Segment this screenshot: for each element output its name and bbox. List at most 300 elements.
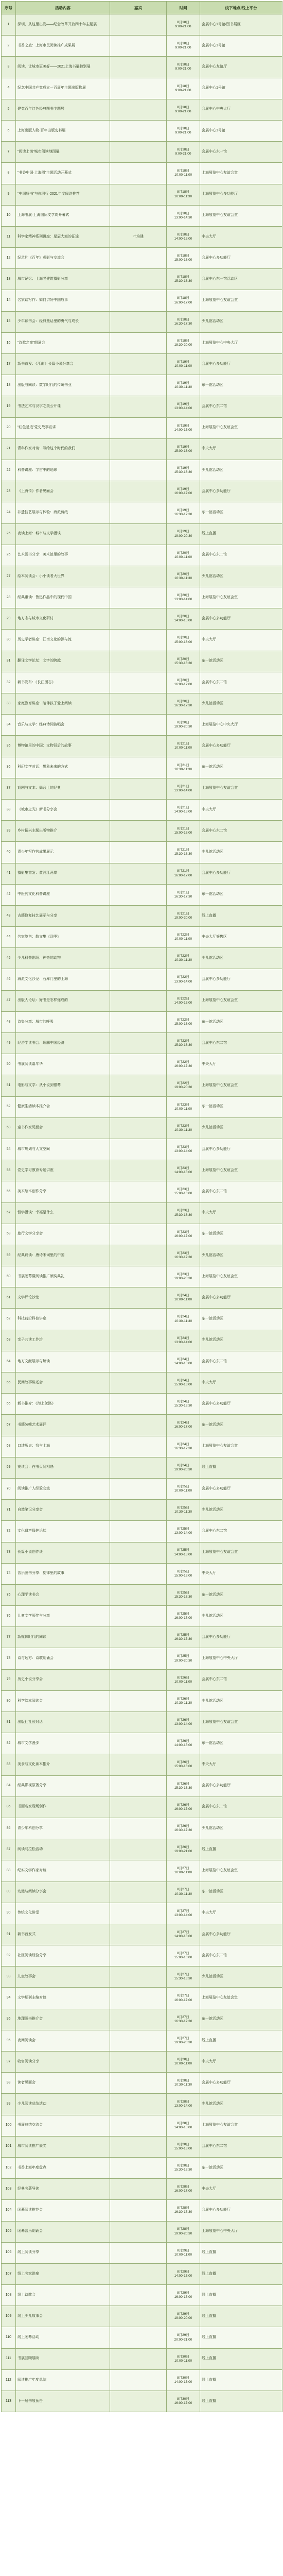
event-name: 哲学漫谈：幸福是什么: [16, 1202, 110, 1224]
event-venue: 上海展览中心友谊会堂: [200, 205, 282, 226]
event-venue: 会展中心友谊厅: [200, 57, 282, 78]
table-row: [2, 2369, 282, 2391]
row-number: 25: [2, 523, 16, 545]
event-name: 历史学者讲座：江南文化的源与流: [16, 630, 110, 651]
event-time: 8月18日 14:00-15:00: [167, 226, 200, 247]
event-time: 8月20日 10:00-11:00: [167, 545, 200, 566]
table-row: [2, 375, 282, 396]
event-guest: [110, 863, 167, 884]
event-name: “阅读上海”城市阅读地图展: [16, 142, 110, 163]
event-name: 科幻文学对话：想象未来的方式: [16, 757, 110, 778]
table-row: [2, 1309, 282, 1330]
row-number: 80: [2, 1690, 16, 1711]
event-venue: 会展中心多功能厅: [200, 1627, 282, 1648]
table-row: [2, 1117, 282, 1139]
event-name: 文学评论沙龙: [16, 1287, 110, 1309]
row-number: 85: [2, 1797, 16, 1818]
event-venue: 会展中心东二馆: [200, 545, 282, 566]
event-time: 8月21日 13:00-14:00: [167, 778, 200, 799]
table-row: [2, 1011, 282, 1032]
event-name: 乡村振兴主题出版物推介: [16, 821, 110, 842]
table-row: [2, 1733, 282, 1754]
event-guest: [110, 1287, 167, 1309]
event-guest: [110, 545, 167, 566]
event-time: 8月26日 16:30-17:30: [167, 1818, 200, 1839]
event-time: 8月24日 13:00-14:00: [167, 1330, 200, 1351]
event-time: 8月19日 13:00-14:00: [167, 396, 200, 417]
event-guest: [110, 2263, 167, 2284]
table-row: [2, 1627, 282, 1648]
event-name: 书展总结交流会: [16, 2115, 110, 2136]
event-name: 《上海传》作者见面会: [16, 481, 110, 502]
event-time: 8月29日 16:00-17:00: [167, 2285, 200, 2306]
event-time: 8月28日 16:30-17:30: [167, 2200, 200, 2221]
event-guest: [110, 205, 167, 226]
event-guest: [110, 14, 167, 36]
event-guest: [110, 2348, 167, 2369]
event-venue: 会展中心东二馆: [200, 1797, 282, 1818]
event-name: 文学期刊主编对谈: [16, 1988, 110, 2009]
table-row: [2, 14, 282, 36]
event-time: 8月27日 13:00-14:00: [167, 1903, 200, 1924]
event-name: 经典影视原著分享: [16, 1775, 110, 1797]
event-guest: [110, 693, 167, 715]
event-name: 青少年写作营成果展示: [16, 842, 110, 863]
row-number: 97: [2, 2052, 16, 2073]
table-row: [2, 2200, 282, 2221]
table-row: [2, 1924, 282, 1945]
row-number: 113: [2, 2391, 16, 2412]
event-name: 夜读会：在书页间相遇: [16, 1457, 110, 1478]
event-guest: [110, 1500, 167, 1521]
row-number: 1: [2, 14, 16, 36]
event-name: 出版与阅读：数字时代的传统书业: [16, 375, 110, 396]
row-number: 36: [2, 757, 16, 778]
event-time: 8月18日 9:00-21:00: [167, 14, 200, 36]
event-venue: 会展中心多功能厅: [200, 608, 282, 630]
table-row: [2, 1669, 282, 1690]
event-time: 8月18日 16:00-17:00: [167, 290, 200, 311]
event-venue: 少儿馆活动区: [200, 693, 282, 715]
row-number: 65: [2, 1372, 16, 1394]
event-time: 8月18日 10:00-11:30: [167, 184, 200, 205]
table-row: [2, 1415, 282, 1436]
table-row: [2, 651, 282, 672]
event-guest: [110, 1563, 167, 1584]
event-venue: 上海展览中心友谊会堂: [200, 1988, 282, 2009]
row-number: 22: [2, 460, 16, 481]
event-guest: [110, 948, 167, 969]
event-venue: 会展中心多功能厅: [200, 481, 282, 502]
event-time: 8月24日 15:30-16:30: [167, 1394, 200, 1415]
table-row: [2, 1860, 282, 1882]
event-time: 8月27日 10:00-11:00: [167, 1860, 200, 1882]
table-row: [2, 2136, 282, 2157]
event-time: 8月30日 14:00-15:00: [167, 2369, 200, 2391]
event-guest: [110, 1797, 167, 1818]
event-venue: 会展中心多功能厅: [200, 736, 282, 757]
event-name: 城市记忆：上海老建筑摄影分享: [16, 269, 110, 290]
row-number: 62: [2, 1309, 16, 1330]
table-row: [2, 1033, 282, 1054]
event-guest: [110, 1606, 167, 1627]
row-number: 46: [2, 969, 16, 990]
event-venue: 中央大厅: [200, 1202, 282, 1224]
row-number: 40: [2, 842, 16, 863]
event-venue: 东一馆活动区: [200, 2157, 282, 2178]
event-guest: [110, 354, 167, 375]
row-number: 43: [2, 905, 16, 926]
table-row: [2, 1394, 282, 1415]
event-time: 8月24日 16:00-17:00: [167, 1415, 200, 1436]
event-time: 8月25日 10:30-11:30: [167, 1500, 200, 1521]
table-row: [2, 2263, 282, 2284]
row-number: 39: [2, 821, 16, 842]
event-name: 上海书展·上海国际文学周开幕式: [16, 205, 110, 226]
event-time: 8月24日 15:00-16:00: [167, 1372, 200, 1394]
table-row: [2, 2052, 282, 2073]
event-guest: [110, 1372, 167, 1394]
table-row: [2, 354, 282, 375]
row-number: 27: [2, 566, 16, 587]
event-name: 建党百年红色经典图书主题展: [16, 99, 110, 120]
table-row: [2, 2348, 282, 2369]
table-row: [2, 2094, 282, 2115]
table-row: [2, 2073, 282, 2094]
event-venue: 会展中心中央大厅: [200, 99, 282, 120]
event-guest: [110, 672, 167, 693]
row-number: 71: [2, 1500, 16, 1521]
row-number: 102: [2, 2157, 16, 2178]
event-venue: 线上直播: [200, 2369, 282, 2391]
event-name: 地理图书推介会: [16, 2009, 110, 2030]
event-venue: 会展中心多功能厅: [200, 863, 282, 884]
event-name: 历史小说分享会: [16, 1669, 110, 1690]
event-guest: [110, 1945, 167, 1967]
row-number: 57: [2, 1202, 16, 1224]
event-time: 8月20日 16:30-17:30: [167, 693, 200, 715]
table-row: [2, 438, 282, 460]
event-name: 线上闭幕活动: [16, 2327, 110, 2348]
row-number: 47: [2, 990, 16, 1011]
event-time: 8月25日 15:30-16:30: [167, 1584, 200, 1605]
row-number: 10: [2, 205, 16, 226]
event-time: 8月23日 19:00-20:30: [167, 1266, 200, 1287]
event-venue: 上海展览中心友谊会堂: [200, 417, 282, 438]
table-row: [2, 2009, 282, 2030]
event-guest: [110, 1309, 167, 1330]
event-time: 8月30日 16:00-17:00: [167, 2391, 200, 2412]
event-name: 古籍修复技艺展示与分享: [16, 905, 110, 926]
event-guest: [110, 2285, 167, 2306]
table-row: [2, 1775, 282, 1797]
table-row: [2, 2327, 282, 2348]
event-name: 博物馆里的中国：文物背后的故事: [16, 736, 110, 757]
event-venue: 会展中心多功能厅: [200, 1478, 282, 1499]
event-time: 8月28日 19:00-20:30: [167, 2221, 200, 2242]
table-row: [2, 927, 282, 948]
row-number: 98: [2, 2073, 16, 2094]
table-row: [2, 2221, 282, 2242]
event-name: 新书推介：《海上丝路》: [16, 1394, 110, 1415]
event-time: 8月22日 19:00-20:30: [167, 1075, 200, 1096]
event-name: 科技前沿科普讲座: [16, 1309, 110, 1330]
row-number: 49: [2, 1033, 16, 1054]
event-guest: [110, 248, 167, 269]
event-name: 社区阅读经验分享: [16, 1945, 110, 1967]
table-row: [2, 821, 282, 842]
row-number: 56: [2, 1181, 16, 1202]
event-name: 电影与文学：从小说到银幕: [16, 1075, 110, 1096]
event-venue: 中央大厅: [200, 1754, 282, 1775]
event-time: 8月26日 10:00-11:00: [167, 1669, 200, 1690]
event-venue: 东一馆活动区: [200, 1309, 282, 1330]
event-venue: 中央大厅: [200, 2179, 282, 2200]
event-name: 音乐图书分享：旋律里的故事: [16, 1563, 110, 1584]
row-number: 88: [2, 1860, 16, 1882]
row-number: 54: [2, 1139, 16, 1160]
table-row: [2, 969, 282, 990]
event-venue: 线上直播: [200, 2263, 282, 2284]
event-venue: 东一馆活动区: [200, 375, 282, 396]
event-guest: [110, 1033, 167, 1054]
row-number: 24: [2, 502, 16, 523]
event-name: 青年作家对谈：写给这个时代的我们: [16, 438, 110, 460]
event-venue: 会展中心东一馆: [200, 142, 282, 163]
event-time: 8月28日 10:30-11:30: [167, 2073, 200, 2094]
event-time: 8月27日 15:30-16:30: [167, 1967, 200, 1988]
event-guest: [110, 2157, 167, 2178]
table-row: [2, 842, 282, 863]
event-time: 8月19日 16:30-17:30: [167, 502, 200, 523]
event-venue: 少儿馆活动区: [200, 311, 282, 332]
table-row: [2, 736, 282, 757]
event-venue: 线上直播: [200, 2306, 282, 2327]
table-row: [2, 2179, 282, 2200]
table-row: [2, 142, 282, 163]
table-row: [2, 1330, 282, 1351]
row-number: 108: [2, 2285, 16, 2306]
event-time: 8月27日 19:00-20:30: [167, 2030, 200, 2051]
event-time: 8月18日 13:00-14:30: [167, 205, 200, 226]
event-time: 8月26日 13:00-14:00: [167, 1712, 200, 1733]
event-time: 8月22日 15:00-16:00: [167, 1011, 200, 1032]
table-row: [2, 884, 282, 905]
event-time: 8月23日 16:00-17:00: [167, 1224, 200, 1245]
event-venue: 上海展览中心多功能厅: [200, 184, 282, 205]
event-name: 纪实文学作家对谈: [16, 1860, 110, 1882]
event-name: 经典名著导读: [16, 2179, 110, 2200]
row-number: 99: [2, 2094, 16, 2115]
event-guest: [110, 1181, 167, 1202]
event-name: 儿童文学颁奖与分享: [16, 1606, 110, 1627]
event-name: 《城市之光》新书分享会: [16, 799, 110, 820]
event-guest: [110, 1882, 167, 1903]
event-guest: [110, 1754, 167, 1775]
event-guest: [110, 1521, 167, 1542]
table-row: [2, 99, 282, 120]
row-number: 59: [2, 1245, 16, 1266]
table-row: [2, 1988, 282, 2009]
row-number: 110: [2, 2327, 16, 2348]
event-venue: 会展中心多功能厅: [200, 969, 282, 990]
table-row: [2, 502, 282, 523]
row-number: 69: [2, 1457, 16, 1478]
event-venue: 线上直播: [200, 2242, 282, 2263]
row-number: 78: [2, 1648, 16, 1669]
event-name: 夜读上海：城市与文学漫谈: [16, 523, 110, 545]
row-number: 58: [2, 1224, 16, 1245]
event-name: 阅读推广年度总结: [16, 2369, 110, 2391]
event-name: 非遗技艺展示与体验：海派剪纸: [16, 502, 110, 523]
event-guest: [110, 1584, 167, 1605]
event-name: 书展阅读嘉年华: [16, 1054, 110, 1075]
event-time: 8月22日 10:30-11:30: [167, 948, 200, 969]
event-guest: [110, 2009, 167, 2030]
event-name: 城市规划与人文空间: [16, 1139, 110, 1160]
event-guest: [110, 1266, 167, 1287]
table-row: [2, 1712, 282, 1733]
event-guest: [110, 2391, 167, 2412]
event-guest: [110, 1394, 167, 1415]
event-venue: 会展中心多功能厅: [200, 2073, 282, 2094]
event-guest: [110, 460, 167, 481]
event-time: 8月27日 14:00-15:00: [167, 1924, 200, 1945]
event-time: 8月27日 10:30-11:30: [167, 1882, 200, 1903]
event-name: 线上阅读分享: [16, 2242, 110, 2263]
row-number: 101: [2, 2136, 16, 2157]
event-name: 少儿科普剧场：神奇的动物: [16, 948, 110, 969]
table-row: [2, 460, 282, 481]
event-guest: [110, 1351, 167, 1372]
row-number: 14: [2, 290, 16, 311]
event-venue: 会展中心东二馆: [200, 2136, 282, 2157]
event-venue: 线上直播: [200, 905, 282, 926]
event-time: 8月23日 14:00-15:00: [167, 1160, 200, 1181]
table-row: [2, 1096, 282, 1117]
event-venue: 上海展览中心友谊会堂: [200, 587, 282, 608]
event-time: 8月27日 15:00-16:00: [167, 1945, 200, 1967]
event-guest: [110, 1330, 167, 1351]
event-time: 8月28日 14:00-15:00: [167, 2115, 200, 2136]
event-venue: 中央大厅签售区: [200, 927, 282, 948]
row-number: 3: [2, 57, 16, 78]
event-venue: 东一馆活动区: [200, 651, 282, 672]
table-row: [2, 587, 282, 608]
table-row: [2, 1690, 282, 1711]
table-row: [2, 57, 282, 78]
event-time: 8月26日 10:30-11:30: [167, 1690, 200, 1711]
row-number: 94: [2, 1988, 16, 2009]
event-venue: 上海展览中心友谊会堂: [200, 1542, 282, 1563]
event-name: 书画名家现场创作: [16, 1797, 110, 1818]
event-guest: [110, 438, 167, 460]
event-name: 下一届书展预告: [16, 2391, 110, 2412]
event-name: “诗歌之夜”朗诵会: [16, 332, 110, 353]
event-time: 8月18日 9:00-21:00: [167, 120, 200, 141]
event-name: 阅读马拉松活动: [16, 1839, 110, 1860]
event-time: 8月25日 14:00-15:00: [167, 1542, 200, 1563]
event-guest: [110, 651, 167, 672]
event-guest: [110, 905, 167, 926]
event-guest: [110, 1202, 167, 1224]
event-guest: [110, 2115, 167, 2136]
row-number: 35: [2, 736, 16, 757]
event-time: 8月19日 15:00-16:00: [167, 438, 200, 460]
event-name: 新书首发：《江南》长篇小说分享会: [16, 354, 110, 375]
event-time: 8月24日 19:00-20:30: [167, 1457, 200, 1478]
event-venue: 会展中心多功能厅: [200, 1139, 282, 1160]
event-time: 8月18日 9:00-21:00: [167, 57, 200, 78]
event-name: 名家签售：散文集《四季》: [16, 927, 110, 948]
event-guest: [110, 375, 167, 396]
event-venue: 少儿馆活动区: [200, 1967, 282, 1988]
event-time: 8月19日 10:30-11:30: [167, 375, 200, 396]
event-name: 家庭教育讲座：陪伴孩子爱上阅读: [16, 693, 110, 715]
event-time: 8月25日 10:00-11:00: [167, 1478, 200, 1499]
event-name: 音乐与文学：经典诗词演唱会: [16, 715, 110, 736]
event-guest: [110, 1775, 167, 1797]
event-venue: 会展中心1号馆: [200, 36, 282, 57]
event-venue: 东一馆活动区: [200, 1882, 282, 1903]
event-name: 少儿阅读总结活动: [16, 2094, 110, 2115]
event-venue: 少儿馆活动区: [200, 2094, 282, 2115]
row-number: 38: [2, 799, 16, 820]
row-number: 64: [2, 1351, 16, 1372]
event-time: 8月26日 14:00-15:00: [167, 1733, 200, 1754]
row-number: 34: [2, 715, 16, 736]
row-number: 81: [2, 1712, 16, 1733]
row-number: 96: [2, 2030, 16, 2051]
event-time: 8月30日 10:00-11:00: [167, 2348, 200, 2369]
event-guest: [110, 2052, 167, 2073]
row-number: 52: [2, 1096, 16, 1117]
event-name: 读者见面会: [16, 2073, 110, 2094]
event-guest: [110, 2221, 167, 2242]
event-venue: 会展中心东二馆: [200, 672, 282, 693]
table-row: [2, 1224, 282, 1245]
table-row: [2, 205, 282, 226]
event-guest: [110, 1903, 167, 1924]
event-time: 8月21日 10:30-11:30: [167, 757, 200, 778]
event-guest: [110, 2242, 167, 2263]
table-row: [2, 905, 282, 926]
event-venue: 上海展览中心友谊会堂: [200, 2115, 282, 2136]
event-guest: [110, 587, 167, 608]
table-row: [2, 36, 282, 57]
event-name: 阅读，让城市更美好——2021上海书展特别展: [16, 57, 110, 78]
row-number: 2: [2, 36, 16, 57]
event-venue: 少儿馆活动区: [200, 1818, 282, 1839]
table-row: [2, 1245, 282, 1266]
table-row: [2, 1903, 282, 1924]
event-venue: 东一馆活动区: [200, 2009, 282, 2030]
row-number: 48: [2, 1011, 16, 1032]
row-number: 7: [2, 142, 16, 163]
event-venue: 中央大厅: [200, 1563, 282, 1584]
row-number: 4: [2, 78, 16, 99]
row-number: 12: [2, 248, 16, 269]
event-time: 8月23日 16:30-17:30: [167, 1245, 200, 1266]
event-name: 线上名家讲座: [16, 2263, 110, 2284]
event-name: 亲子共读工作坊: [16, 1330, 110, 1351]
table-row: [2, 417, 282, 438]
row-number: 33: [2, 693, 16, 715]
row-number: 13: [2, 269, 16, 290]
event-name: 书籍装帧艺术展评: [16, 1415, 110, 1436]
row-number: 8: [2, 163, 16, 184]
event-name: 纪念中国共产党成立一百周年主题出版物展: [16, 78, 110, 99]
